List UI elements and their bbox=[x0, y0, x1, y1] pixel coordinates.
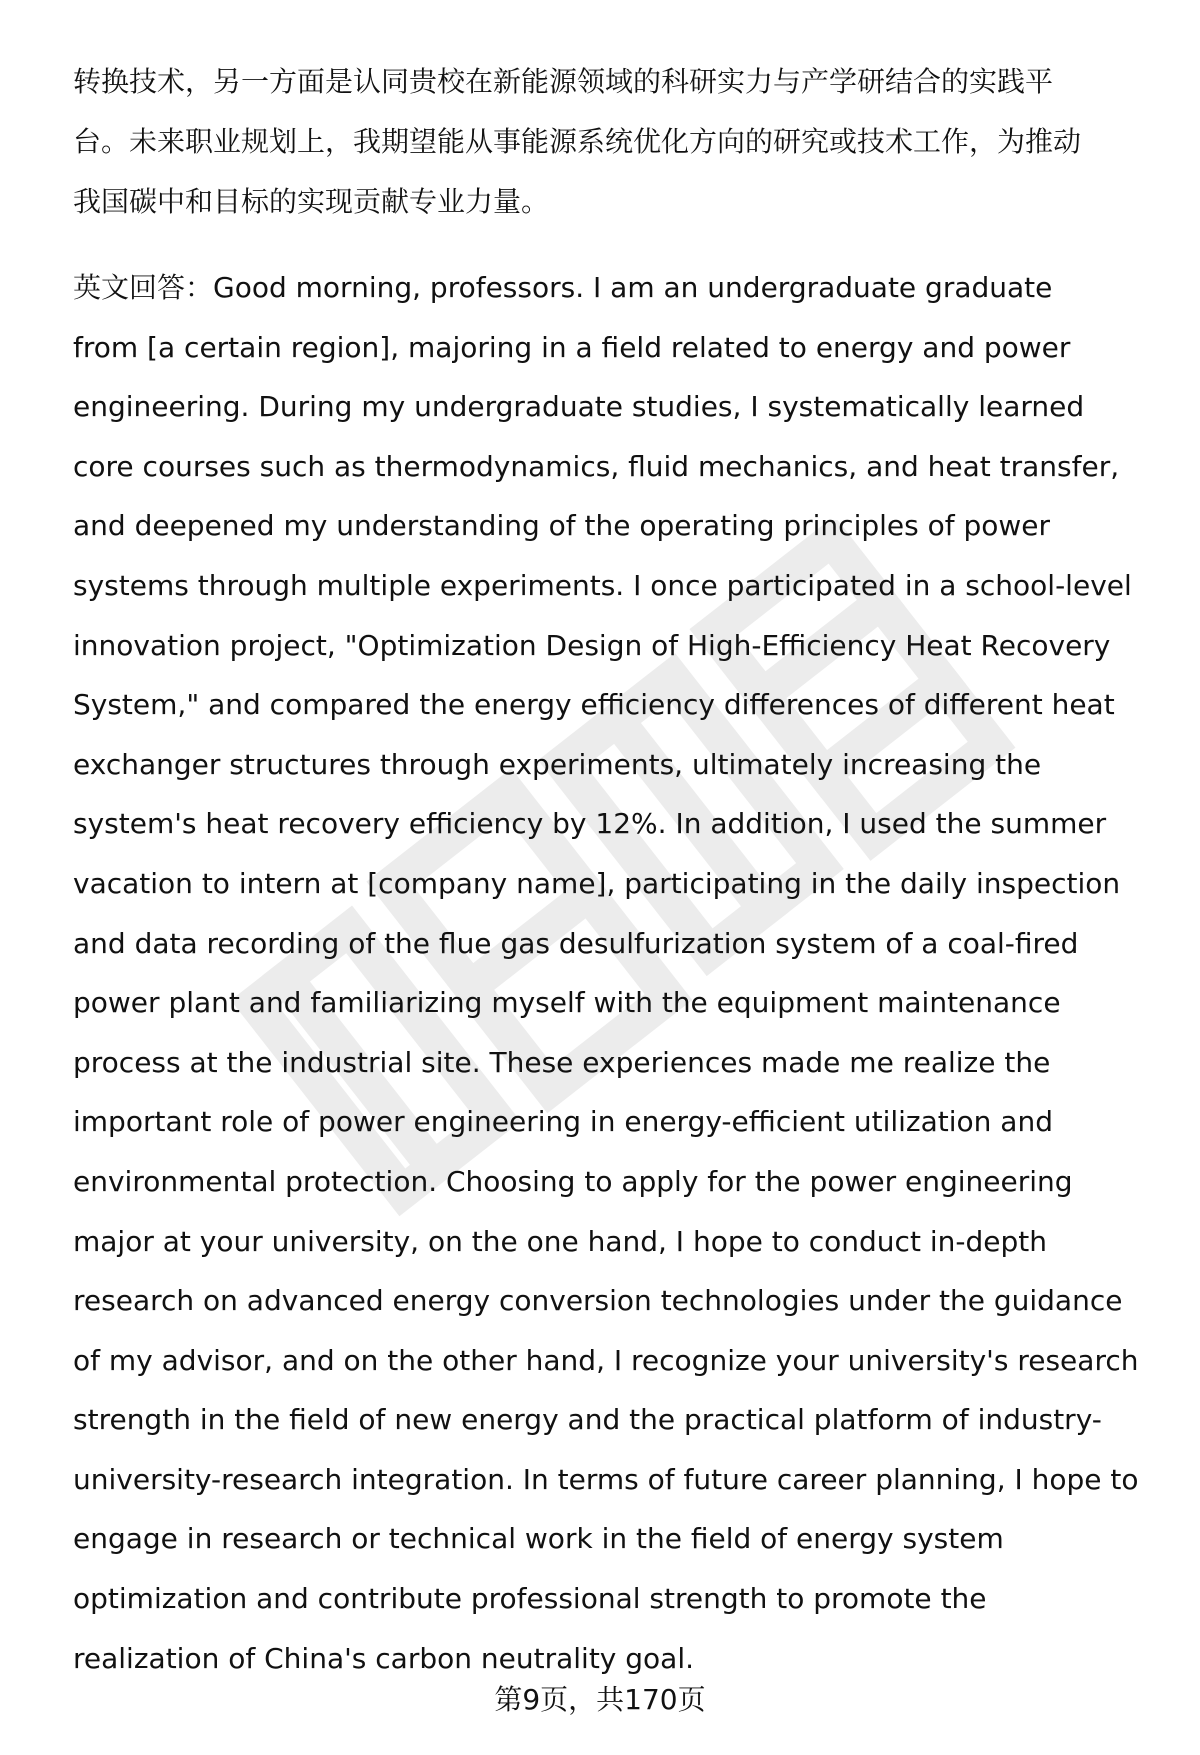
english-first-line bbox=[73, 258, 1163, 318]
chinese-line: 我国碳中和目标的实现贡献专业力量。 bbox=[73, 185, 550, 218]
english-line: environmental protection. Choosing to apply for the power engineering bbox=[73, 1164, 1073, 1198]
english-line: and deepened my understanding of the operating principles of power bbox=[73, 509, 1051, 543]
english-line: of my advisor, and on the other hand, I recognize your university's research bbox=[73, 1343, 1139, 1377]
english-line: and data recording of the flue gas desulfurization system of a coal-fired bbox=[73, 926, 1079, 960]
english-line: university-research integration. In terms of future career planning, I hope to bbox=[73, 1462, 1139, 1496]
english-line: System," and compared the energy efficiency differences of different heat bbox=[73, 688, 1115, 722]
english-line: research on advanced energy conversion technologies under the guidance bbox=[73, 1284, 1123, 1318]
chinese-answer-paragraph bbox=[73, 52, 1153, 232]
english-line: power plant and familiarizing myself with the equipment maintenance bbox=[73, 986, 1061, 1020]
english-line: exchanger structures through experiments, ultimately increasing the bbox=[73, 747, 1042, 781]
english-line: vacation to intern at [company name], participating in the daily inspection bbox=[73, 866, 1121, 900]
english-line: system's heat recovery efficiency by 12%. In addition, I used the summer bbox=[73, 807, 1107, 841]
english-line: major at your university, on the one hand, I hope to conduct in-depth bbox=[73, 1224, 1047, 1258]
english-line: innovation project, "Optimization Design of High-Efficiency Heat Recovery bbox=[73, 628, 1111, 662]
chinese-line: 台。未来职业规划上，我期望能从事能源系统优化方向的研究或技术工作，为推动 bbox=[73, 125, 1082, 158]
english-answer-paragraph bbox=[73, 258, 1163, 1688]
chinese-line: 转换技术，另一方面是认同贵校在新能源领域的科研实力与产学研结合的实践平 bbox=[73, 65, 1054, 98]
english-line: strength in the field of new energy and the practical platform of industry- bbox=[73, 1403, 1102, 1437]
english-line: Good morning, professors. I am an undergraduate graduate bbox=[213, 271, 1053, 304]
english-line: engage in research or technical work in the field of energy system bbox=[73, 1522, 1004, 1556]
english-answer-label: 英文回答： bbox=[73, 271, 214, 304]
english-line: systems through multiple experiments. I once participated in a school-level bbox=[73, 568, 1132, 602]
page-number-footer: 第9页，共170页 bbox=[494, 1683, 706, 1716]
english-line: from [a certain region], majoring in a field related to energy and power bbox=[73, 330, 1071, 364]
english-line: optimization and contribute professional strength to promote the bbox=[73, 1582, 987, 1616]
english-line: process at the industrial site. These experiences made me realize the bbox=[73, 1045, 1051, 1079]
english-line: core courses such as thermodynamics, fluid mechanics, and heat transfer, bbox=[73, 449, 1120, 483]
english-line: important role of power engineering in energy-efficient utilization and bbox=[73, 1105, 1053, 1139]
english-line: realization of China's carbon neutrality goal. bbox=[73, 1641, 695, 1675]
english-line: engineering. During my undergraduate studies, I systematically learned bbox=[73, 390, 1085, 424]
